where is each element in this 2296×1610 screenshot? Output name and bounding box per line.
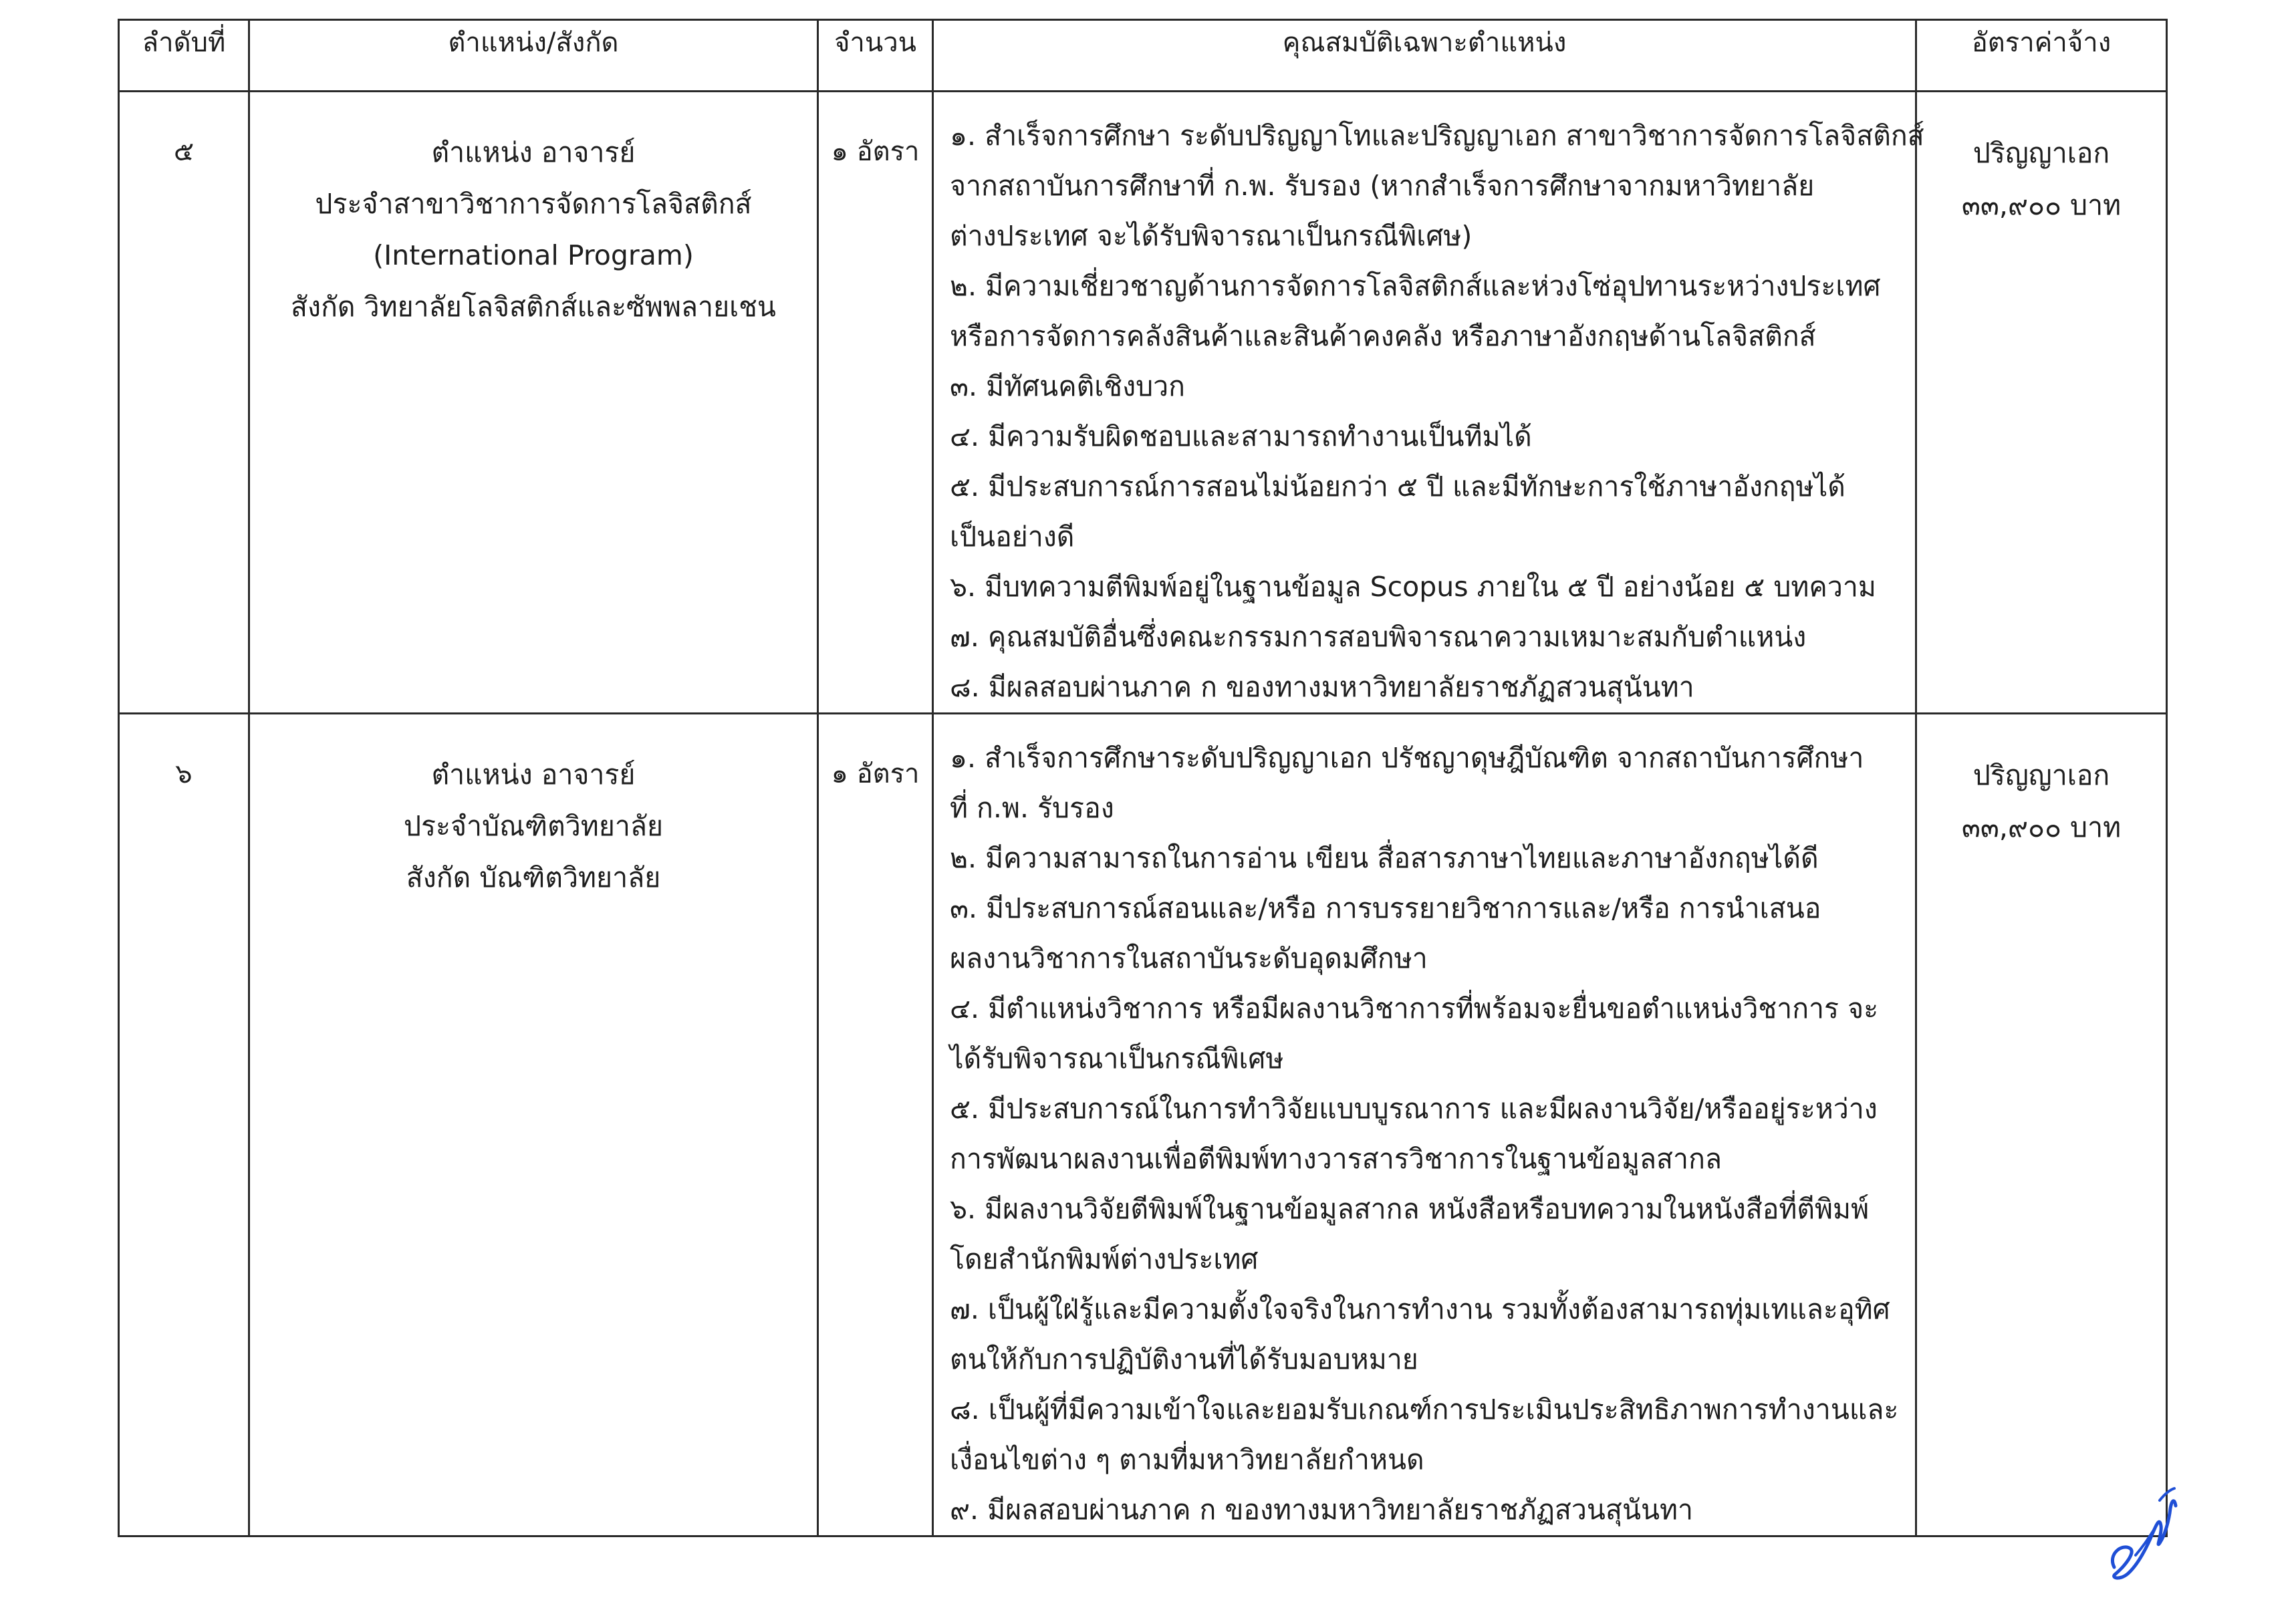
table-row	[119, 714, 2167, 1536]
position-line: (International Program)	[373, 239, 694, 271]
qualification-item	[950, 884, 1903, 984]
qualification-item	[950, 261, 1903, 362]
qualification-item	[950, 1084, 1903, 1184]
header-no: ลำดับที่	[119, 20, 249, 92]
qualification-line: เป็นอย่างดี	[950, 521, 1075, 553]
qualification-line: ๔. มีความรับผิดชอบและสามารถทำงานเป็นทีมได้	[950, 420, 1532, 452]
qualification-item	[950, 1485, 1903, 1535]
qualification-line: การพัฒนาผลงานเพื่อตีพิมพ์ทางวารสารวิชาการในฐานข้อมูลสากล	[950, 1143, 1723, 1175]
qualification-line: ๓. มีทัศนคติเชิงบวก	[950, 370, 1185, 402]
qualification-line: ๑. สำเร็จการศึกษา ระดับปริญญาโทและปริญญาเอก สาขาวิชาการจัดการโลจิสติกส์	[950, 120, 1924, 152]
position-line: ตำแหน่ง อาจารย์	[431, 136, 636, 168]
qualification-line: ต่างประเทศ จะได้รับพิจารณาเป็นกรณีพิเศษ)	[950, 220, 1473, 252]
qualification-line: ๗. คุณสมบัติอื่นซึ่งคณะกรรมการสอบพิจารณาความเหมาะสมกับตำแหน่ง	[950, 621, 1807, 653]
qualifications-cell	[933, 92, 1924, 714]
header-position: ตำแหน่ง/สังกัด	[249, 20, 818, 92]
rate-amount: ๓๓,๙๐๐ บาท	[1961, 811, 2122, 843]
table-row	[119, 92, 2167, 714]
qualification-item	[950, 111, 1924, 261]
qualification-line: ๘. เป็นผู้ที่มีความเข้าใจและยอมรับเกณฑ์การประเมินประสิทธิภาพการทำงานและ	[950, 1393, 1899, 1426]
qualification-item	[950, 362, 1903, 412]
position-line: ประจำสาขาวิชาการจัดการโลจิสติกส์	[315, 188, 752, 220]
qualification-line: ได้รับพิจารณาเป็นกรณีพิเศษ	[950, 1043, 1284, 1075]
rate-degree: ปริญญาเอก	[1972, 137, 2110, 169]
qualification-line: ๙. มีผลสอบผ่านภาค ก ของทางมหาวิทยาลัยราชภัฏสวนสุนันทา	[950, 1494, 1694, 1526]
position-cell	[249, 714, 818, 1536]
qualification-line: ๕. มีประสบการณ์ในการทำวิจัยแบบบูรณาการ และมีผลงานวิจัย/หรืออยู่ระหว่าง	[950, 1093, 1878, 1125]
position-line: ประจำบัณฑิตวิทยาลัย	[403, 810, 664, 842]
quantity-cell: ๑ อัตรา	[818, 92, 933, 714]
position-line: สังกัด วิทยาลัยโลจิสติกส์และซัพพลายเชน	[291, 291, 776, 323]
qualification-line: ตนให้กับการปฏิบัติงานที่ได้รับมอบหมาย	[950, 1343, 1418, 1375]
qualification-line: ๒. มีความเชี่ยวชาญด้านการจัดการโลจิสติกส์และห่วงโซ่อุปทานระหว่างประเทศ	[950, 270, 1881, 302]
qualification-line: เงื่อนไขต่าง ๆ ตามที่มหาวิทยาลัยกำหนด	[950, 1444, 1424, 1476]
qualification-line: โดยสำนักพิมพ์ต่างประเทศ	[950, 1243, 1259, 1275]
qualification-line: ๓. มีประสบการณ์สอนและ/หรือ การบรรยายวิชาการและ/หรือ การนำเสนอ	[950, 892, 1821, 924]
qualification-item	[950, 412, 1903, 462]
signature-mark	[2095, 1474, 2182, 1584]
qualification-line: ๔. มีตำแหน่งวิชาการ หรือมีผลงานวิชาการที่พร้อมจะยื่นขอตำแหน่งวิชาการ จะ	[950, 992, 1879, 1025]
qualification-line: จากสถาบันการศึกษาที่ ก.พ. รับรอง (หากสำเร็จการศึกษาจากมหาวิทยาลัย	[950, 170, 1815, 202]
qualification-line: ๗. เป็นผู้ใฝ่รู้และมีความตั้งใจจริงในการทำงาน รวมทั้งต้องสามารถทุ่มเทและอุทิศ	[950, 1293, 1890, 1325]
qualification-line: ผลงานวิชาการในสถาบันระดับอุดมศึกษา	[950, 942, 1428, 974]
signature-stroke	[2112, 1501, 2176, 1578]
qualification-table	[118, 19, 2168, 1537]
position-line: สังกัด บัณฑิตวิทยาลัย	[406, 861, 661, 894]
qualification-item	[950, 662, 1903, 712]
qualification-line: ๕. มีประสบการณ์การสอนไม่น้อยกว่า ๕ ปี และมีทักษะการใช้ภาษาอังกฤษได้	[950, 471, 1845, 503]
qualification-item	[950, 1385, 1903, 1485]
rate-cell	[1916, 714, 2167, 1536]
qualification-item	[950, 833, 1903, 884]
header-rate: อัตราค่าจ้าง	[1916, 20, 2167, 92]
quantity-cell: ๑ อัตรา	[818, 714, 933, 1536]
rate-degree: ปริญญาเอก	[1972, 759, 2110, 791]
qualification-line: ๘. มีผลสอบผ่านภาค ก ของทางมหาวิทยาลัยราชภัฏสวนสุนันทา	[950, 671, 1694, 703]
rate-amount: ๓๓,๙๐๐ บาท	[1961, 189, 2122, 221]
qualifications-cell	[933, 714, 1916, 1536]
qualification-item	[950, 1285, 1903, 1385]
row-number: ๖	[119, 714, 249, 1536]
qualification-line: ๖. มีผลงานวิจัยตีพิมพ์ในฐานข้อมูลสากล หนังสือหรือบทความในหนังสือที่ตีพิมพ์	[950, 1193, 1870, 1225]
qualification-line: หรือการจัดการคลังสินค้าและสินค้าคงคลัง หรือภาษาอังกฤษด้านโลจิสติกส์	[950, 320, 1816, 352]
table-header-row	[119, 20, 2167, 92]
qualification-item	[950, 612, 1903, 662]
position-cell	[249, 92, 818, 714]
qualification-item	[950, 462, 1903, 562]
qualification-item	[950, 733, 1903, 833]
header-quantity: จำนวน	[818, 20, 933, 92]
qualification-item	[950, 984, 1903, 1084]
qualification-item	[950, 1184, 1903, 1285]
qualification-item	[950, 562, 1903, 612]
rate-cell	[1916, 92, 2167, 714]
header-qualifications: คุณสมบัติเฉพาะตำแหน่ง	[933, 20, 1916, 92]
qualification-line: ๑. สำเร็จการศึกษาระดับปริญญาเอก ปรัชญาดุษฎีบัณฑิต จากสถาบันการศึกษา	[950, 742, 1864, 774]
qualification-line: ที่ ก.พ. รับรอง	[950, 792, 1114, 824]
row-number: ๕	[119, 92, 249, 714]
position-line: ตำแหน่ง อาจารย์	[431, 759, 636, 791]
qualification-line: ๖. มีบทความตีพิมพ์อยู่ในฐานข้อมูล Scopus ภายใน ๕ ปี อย่างน้อย ๕ บทความ	[950, 571, 1876, 603]
qualification-line: ๒. มีความสามารถในการอ่าน เขียน สื่อสารภาษาไทยและภาษาอังกฤษได้ดี	[950, 842, 1819, 874]
